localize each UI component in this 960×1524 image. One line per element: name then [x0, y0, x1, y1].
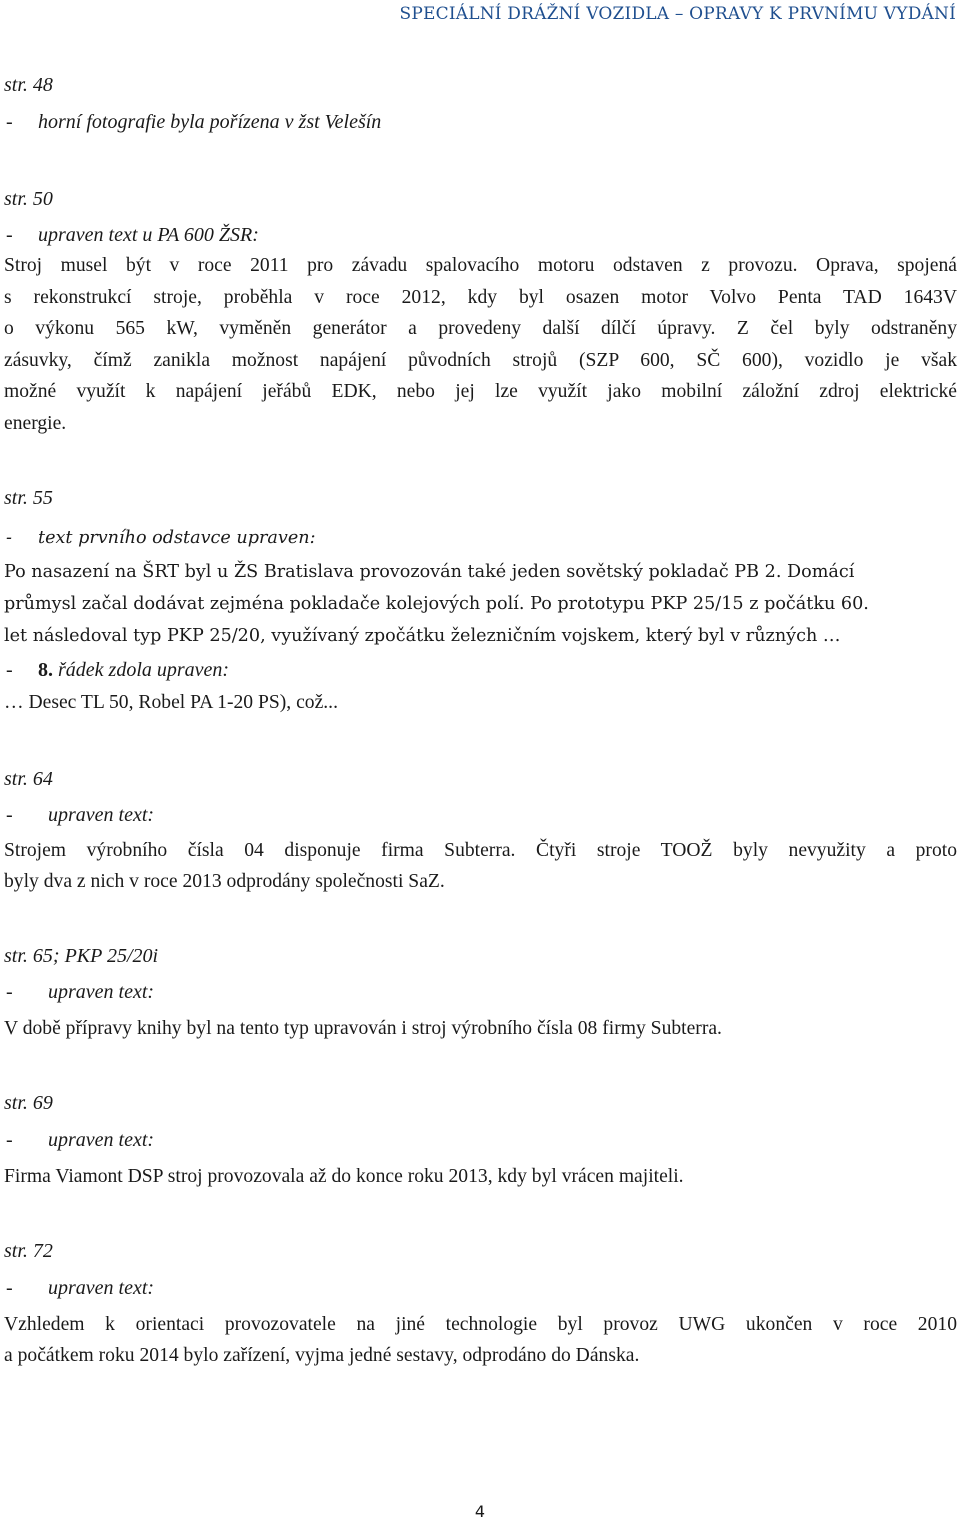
paragraph-64	[4, 835, 957, 898]
bullet-text-55: text prvního odstavce upraven:	[38, 528, 316, 548]
bullet-55-second	[4, 655, 957, 685]
bullet-dash: -	[6, 980, 13, 1003]
bullet-dash: -	[6, 224, 13, 246]
section-heading-50: str. 50	[4, 188, 53, 210]
paragraph-line: Strojem výrobního čísla 04 disponuje firma Subterra. Čtyři stroje TOOŽ byly nevyužity a proto	[4, 839, 957, 861]
bullet-69	[4, 1125, 957, 1155]
paragraph-72	[4, 1309, 957, 1372]
bullet-text-50: upraven text u PA 600 ŽSR:	[38, 224, 259, 246]
bullet-65	[4, 977, 957, 1007]
document-body	[4, 70, 957, 1372]
paragraph-line: a počátkem roku 2014 bylo zařízení, vyjma jedné sestavy, odprodáno do Dánska.	[4, 1345, 640, 1366]
paragraph-line: byly dva z nich v roce 2013 odprodány společnosti SaZ.	[4, 871, 445, 892]
paragraph-line: s rekonstrukcí stroje, proběhla v roce 2012, kdy byl osazen motor Volvo Penta TAD 1643V	[4, 286, 957, 308]
section-heading-48: str. 48	[4, 74, 53, 96]
paragraph-line: Stroj musel být v roce 2011 pro závadu spalovacího motoru odstaven z provozu. Oprava, spojená	[4, 255, 957, 276]
paragraph-line: průmysl začal dodávat zejména pokladače kolejových polí. Po prototypu PKP 25/15 z počátku 60.	[4, 594, 869, 614]
bullet-dash: -	[6, 111, 13, 133]
bullet-dash: -	[6, 803, 13, 826]
paragraph-50	[4, 250, 957, 439]
bullet-text-65: upraven text:	[48, 980, 155, 1003]
paragraph-line: Vzhledem k orientaci provozovatele na jiné technologie byl provoz UWG ukončen v roce 2010	[4, 1313, 957, 1335]
paragraph-line: možné využít k napájení jeřábů EDK, nebo jej lze využít jako mobilní záložní zdroj elektrické	[4, 381, 957, 402]
bullet-55	[4, 523, 957, 553]
bullet-dash: -	[6, 1276, 13, 1299]
paragraph-line: zásuvky, čímž zanikla možnost napájení původních strojů (SZP 600, SČ 600), vozidlo je však	[4, 349, 957, 371]
bullet-50	[4, 220, 957, 250]
bullet-dash: -	[6, 528, 12, 548]
section-heading-55: str. 55	[4, 487, 53, 509]
section-heading-72: str. 72	[4, 1239, 53, 1262]
bullet-prefix-55: 8.	[38, 659, 53, 681]
section-heading-64: str. 64	[4, 767, 53, 790]
page-number: 4	[474, 1502, 486, 1521]
paragraph-55-tail	[4, 687, 957, 719]
paragraph-line: Firma Viamont DSP stroj provozovala až do konce roku 2013, kdy byl vrácen majiteli.	[4, 1166, 684, 1187]
bullet-48	[4, 107, 957, 137]
bullet-text-72: upraven text:	[48, 1276, 155, 1299]
paragraph-line: … Desec TL 50, Robel PA 1-20 PS), což...	[4, 692, 338, 713]
bullet-text-55-second: řádek zdola upraven:	[58, 659, 230, 681]
bullet-text-69: upraven text:	[48, 1129, 155, 1151]
paragraph-line: energie.	[4, 412, 67, 434]
paragraph-55	[4, 556, 957, 652]
bullet-dash: -	[6, 659, 13, 681]
running-header: SPECIÁLNÍ DRÁŽNÍ VOZIDLA – OPRAVY K PRVNÍMU VYDÁNÍ	[399, 4, 956, 24]
paragraph-69	[4, 1161, 957, 1193]
bullet-72	[4, 1273, 957, 1303]
bullet-text-48: horní fotografie byla pořízena v žst Velešín	[38, 111, 382, 133]
bullet-text-64: upraven text:	[48, 803, 155, 826]
section-heading-65: str. 65; PKP 25/20i	[4, 944, 159, 967]
paragraph-line: let následoval typ PKP 25/20, využívaný zpočátku železničním vojskem, který byl v různých …	[4, 626, 841, 646]
section-heading-69: str. 69	[4, 1092, 53, 1114]
paragraph-65	[4, 1013, 957, 1045]
paragraph-line: o výkonu 565 kW, vyměněn generátor a provedeny další dílčí úpravy. Z čel byly odstraněny	[4, 318, 957, 339]
paragraph-line: Po nasazení na ŠRT byl u ŽS Bratislava provozován také jeden sovětský pokladač PB 2. Domácí	[4, 562, 855, 582]
bullet-64	[4, 800, 957, 830]
bullet-dash: -	[6, 1129, 13, 1151]
paragraph-line: V době přípravy knihy byl na tento typ upravován i stroj výrobního čísla 08 firmy Subterra.	[4, 1017, 722, 1039]
